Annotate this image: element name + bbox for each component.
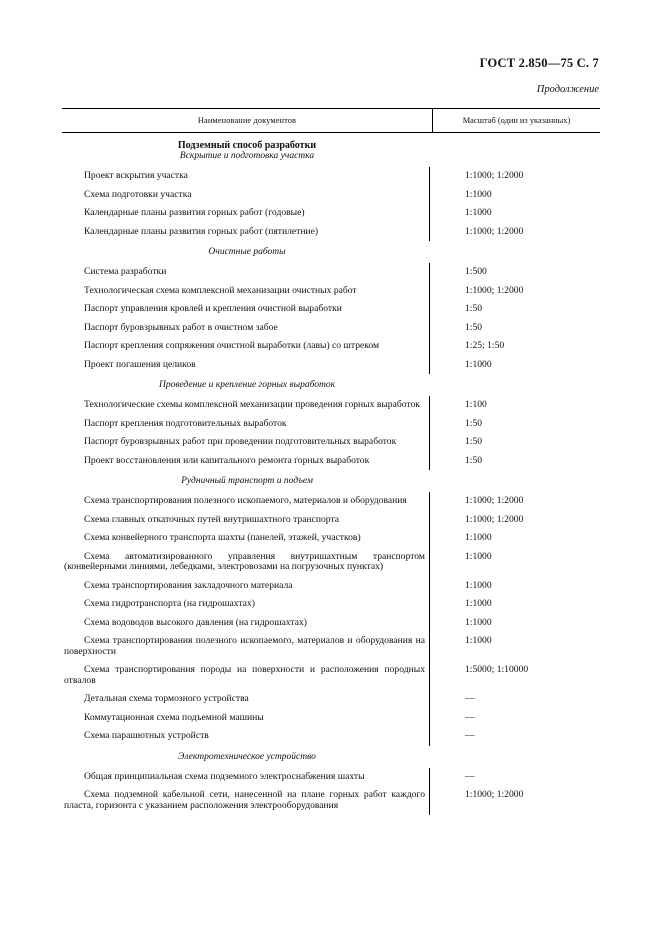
group-title: Очистные работы [208, 247, 286, 257]
document-name: Схема конвейерного транспорта шахты (панелей, этажей, участков) [62, 529, 430, 548]
table-body [62, 151, 600, 815]
scale-value: 1:1000 [465, 207, 492, 218]
scale-value: 1:1000; 1:2000 [465, 225, 524, 237]
scale-value: 1:1000; 1:2000 [465, 513, 524, 525]
scale-value: 1:500 [465, 266, 487, 277]
scale-value: 1:25; 1:50 [465, 340, 505, 351]
scale-value: — [465, 711, 475, 723]
document-name: Технологическая схема комплексной механизации очистных работ [62, 282, 430, 301]
table-row [62, 709, 600, 728]
group-title: Электротехническое устройство [178, 751, 316, 762]
scale-value: 1:1000 [465, 550, 492, 562]
document-name: Паспорт крепления подготовительных выработок [62, 415, 430, 434]
group-title: Вскрытие и подготовка участка [179, 151, 315, 161]
document-name: Календарные планы развития горных работ (годовые) [62, 204, 430, 223]
table-row [62, 661, 600, 690]
document-name: Схема автоматизированного управления внутришахтным транспортом (конвейерными линиями, лебедками, электровозами на погрузочных пунктах) [62, 548, 430, 577]
table-row [62, 300, 600, 319]
document-name: Система разработки [62, 263, 430, 282]
scale-value: 1:50 [465, 321, 483, 333]
table-row [62, 263, 600, 282]
table-row [62, 786, 600, 815]
scale-value: 1:50 [465, 417, 483, 429]
table-row [62, 595, 600, 614]
scale-value: 1:1000 [465, 598, 492, 609]
table-row [62, 282, 600, 301]
table-row [62, 727, 600, 746]
documents-table [62, 108, 600, 815]
scale-value: 1:1000; 1:2000 [465, 789, 524, 800]
scale-value: 1:5000; 1:10000 [465, 664, 529, 675]
table-header [62, 108, 600, 133]
scale-value: 1:100 [465, 399, 487, 410]
scale-value: 1:1000 [465, 616, 492, 628]
document-name: Проект погашения целиков [62, 356, 430, 375]
column-header-doc: Наименование документов [62, 109, 433, 132]
document-name: Паспорт крепления сопряжения очистной выработки (лавы) со штреком [62, 337, 430, 356]
table-row [62, 356, 600, 375]
document-name: Технологические схемы комплексной механизации проведения горных выработок [62, 396, 430, 415]
scale-value: 1:1000 [465, 635, 492, 646]
document-name: Детальная схема тормозного устройства [62, 690, 430, 709]
table-row [62, 223, 600, 242]
scale-value: 1:1000; 1:2000 [465, 495, 524, 506]
table-row [62, 319, 600, 338]
scale-value: 1:1000 [465, 579, 492, 591]
table-row [62, 548, 600, 577]
document-name: Схема транспортирования породы на поверхности и расположения породных отвалов [62, 661, 430, 690]
scale-value: 1:1000 [465, 188, 492, 200]
table-row [62, 492, 600, 511]
scale-value: 1:50 [465, 436, 483, 447]
table-row [62, 529, 600, 548]
table-row [62, 433, 600, 452]
table-row [62, 337, 600, 356]
document-name: Схема транспортирования полезного ископаемого, материалов и оборудования [62, 492, 430, 511]
table-row [62, 452, 600, 471]
table-row [62, 632, 600, 661]
document-name: Паспорт буровзрывных работ в очистном забое [62, 319, 430, 338]
document-name: Схема подземной кабельной сети, нанесенной на плане горных работ каждого пласта, горизонта с указанием расположения электрооборудования [62, 786, 430, 815]
scale-value: 1:1000; 1:2000 [465, 284, 524, 296]
document-name: Схема подготовки участка [62, 186, 430, 205]
scale-value: — [465, 693, 475, 704]
document-name: Паспорт буровзрывных работ при проведении подготовительных выработок [62, 433, 430, 452]
scale-value: 1:50 [465, 303, 483, 314]
scale-value: — [465, 770, 475, 782]
continued-label: Продолжение [536, 84, 599, 95]
document-name: Схема гидротранспорта (на гидрошахтах) [62, 595, 430, 614]
scale-value: 1:1000 [465, 532, 492, 543]
table-row [62, 511, 600, 530]
table-row [62, 577, 600, 596]
document-name: Схема водоводов высокого давления (на гидрошахтах) [62, 614, 430, 633]
document-name: Календарные планы развития горных работ (пятилетние) [62, 223, 430, 242]
document-name: Схема транспортирования закладочного материала [62, 577, 430, 596]
document-name: Схема главных откаточных путей внутришахтного транспорта [62, 511, 430, 530]
table-row [62, 614, 600, 633]
table-row [62, 204, 600, 223]
document-name: Коммутационная схема подъемной машины [62, 709, 430, 728]
document-name: Схема парашютных устройств [62, 727, 430, 746]
document-name: Паспорт управления кровлей и крепления очистной выработки [62, 300, 430, 319]
document-name: Проект вскрытия участка [62, 167, 430, 186]
table-row [62, 186, 600, 205]
document-name: Схема транспортирования полезного ископаемого, материалов и оборудования на поверхности [62, 632, 430, 661]
table-row [62, 690, 600, 709]
section-title: Подземный способ разработки [177, 140, 317, 151]
scale-value: 1:50 [465, 454, 483, 466]
group-title: Проведение и крепление горных выработок [158, 380, 336, 390]
column-header-scale: Масштаб (один из указанных) [462, 116, 571, 125]
table-row [62, 768, 600, 787]
table-row [62, 396, 600, 415]
table-row [62, 167, 600, 186]
table-row [62, 415, 600, 434]
scale-value: 1:1000; 1:2000 [465, 170, 524, 181]
group-title: Рудничный транспорт и подъем [181, 476, 313, 486]
document-name: Проект восстановления или капитального ремонта горных выработок [62, 452, 430, 471]
scale-value: — [465, 730, 475, 741]
scale-value: 1:1000 [465, 358, 492, 370]
document-name: Общая принципиальная схема подземного электроснабжения шахты [62, 768, 430, 787]
page-header: ГОСТ 2.850—75 С. 7 [479, 56, 599, 70]
